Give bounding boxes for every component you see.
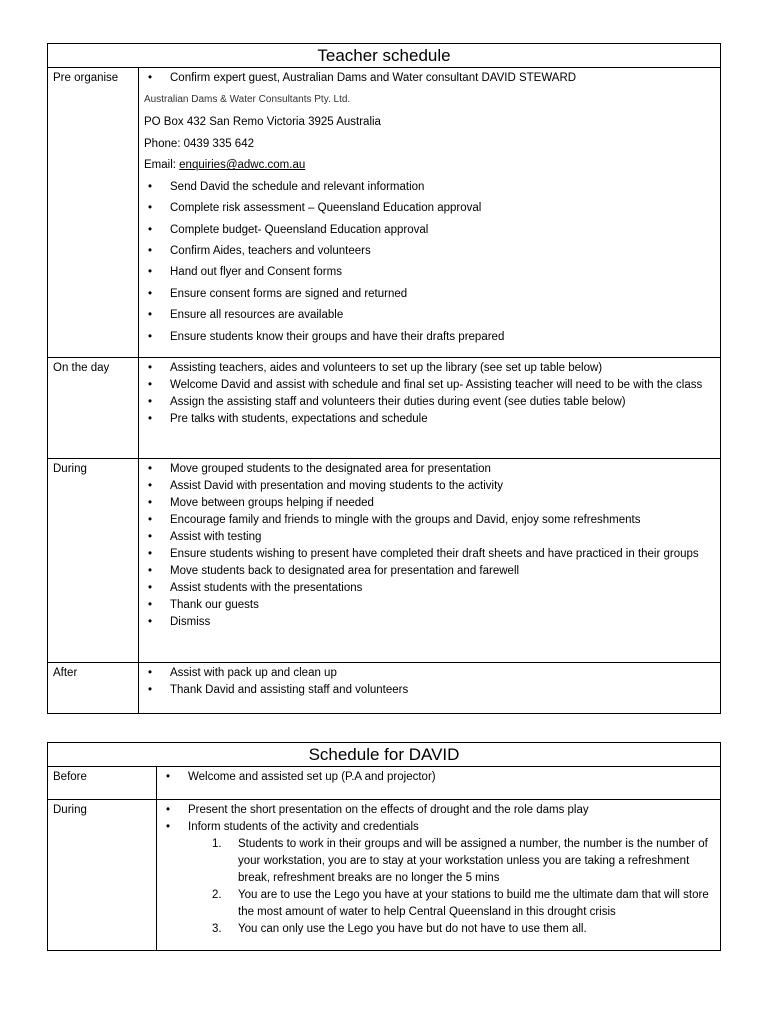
david-during-content — [157, 800, 721, 951]
before-content — [157, 767, 721, 800]
list-item: • Assist with testing — [144, 529, 715, 546]
list-item: • Move grouped students to the designated area for presentation — [144, 461, 715, 478]
list-item: • Assist students with the presentations — [144, 580, 715, 597]
list-item: • Ensure students know their groups and have their drafts prepared — [144, 329, 715, 346]
after-content — [139, 663, 721, 714]
list-item: • Inform students of the activity and credentials — [162, 819, 715, 836]
list-item: • Ensure all resources are available — [144, 307, 715, 324]
list-item: • Thank David and assisting staff and volunteers — [144, 682, 715, 699]
teacher-schedule-table — [47, 43, 721, 714]
after-label: After — [48, 663, 139, 714]
list-item: • Ensure students wishing to present have completed their draft sheets and have practiced in their groups — [144, 546, 715, 563]
company-address: PO Box 432 San Remo Victoria 3925 Australia — [144, 116, 381, 128]
step-number: 2. — [212, 889, 222, 901]
company-name: Australian Dams & Water Consultants Pty. Ltd. — [144, 94, 351, 105]
list-item: • Move between groups helping if needed — [144, 495, 715, 512]
list-item: • Move students back to designated area for presentation and farewell — [144, 563, 715, 580]
list-item: • Complete risk assessment – Queensland Education approval — [144, 200, 715, 217]
company-email — [144, 157, 715, 174]
pre-organise-label: Pre organise — [48, 68, 139, 358]
company-phone: Phone: 0439 335 642 — [144, 137, 254, 150]
list-item: • Assisting teachers, aides and volunteers to set up the library (see set up table below) — [144, 360, 715, 377]
list-item: • Encourage family and friends to mingle with the groups and David, enjoy some refreshments — [144, 512, 715, 529]
step-number: 3. — [212, 923, 222, 935]
list-item: • Dismiss — [144, 614, 715, 631]
on-the-day-content — [139, 358, 721, 459]
list-item: • Welcome David and assist with schedule and final set up- Assisting teacher will need to be with the class — [144, 377, 715, 394]
before-label: Before — [48, 767, 157, 800]
teacher-schedule-title: Teacher schedule — [48, 44, 721, 68]
list-item: • Assist with pack up and clean up — [144, 665, 715, 682]
step-text: You are to use the Lego you have at your stations to build me the ultimate dam that will store the most amount of water to help Central Queensland in this drought crisis — [238, 889, 709, 918]
list-item: • Hand out flyer and Consent forms — [144, 264, 715, 281]
numbered-step — [162, 921, 715, 938]
list-item: • Confirm expert guest, Australian Dams and Water consultant DAVID STEWARD — [144, 70, 715, 87]
david-schedule-table — [47, 742, 721, 951]
david-schedule-title: Schedule for DAVID — [48, 743, 721, 767]
list-item: • Ensure consent forms are signed and returned — [144, 286, 715, 303]
list-item: • Send David the schedule and relevant information — [144, 179, 715, 196]
list-item: • Assist David with presentation and moving students to the activity — [144, 478, 715, 495]
list-item: • Confirm Aides, teachers and volunteers — [144, 243, 715, 260]
list-item: • Welcome and assisted set up (P.A and projector) — [162, 769, 715, 786]
step-number: 1. — [212, 838, 222, 850]
list-item: • Assign the assisting staff and volunteers their duties during event (see duties table below) — [144, 394, 715, 411]
numbered-step — [162, 836, 715, 887]
pre-organise-content — [139, 68, 721, 358]
list-item: • Thank our guests — [144, 597, 715, 614]
list-item: • Pre talks with students, expectations and schedule — [144, 411, 715, 428]
email-link[interactable]: enquiries@adwc.com.au — [179, 159, 306, 172]
step-text: You can only use the Lego you have but do not have to use them all. — [238, 923, 587, 935]
during-label: During — [48, 459, 139, 663]
list-item: • Present the short presentation on the effects of drought and the role dams play — [162, 802, 715, 819]
david-during-label: During — [48, 800, 157, 951]
step-text: Students to work in their groups and will be assigned a number, the number is the number of your workstation, you are to stay at your workstation unless you are taking a refreshment break, refreshment breaks are no longer the 5 mins — [238, 838, 708, 884]
during-content — [139, 459, 721, 663]
list-item: • Complete budget- Queensland Education approval — [144, 222, 715, 239]
email-label: Email: — [144, 159, 180, 172]
numbered-step — [162, 887, 715, 921]
on-the-day-label: On the day — [48, 358, 139, 459]
